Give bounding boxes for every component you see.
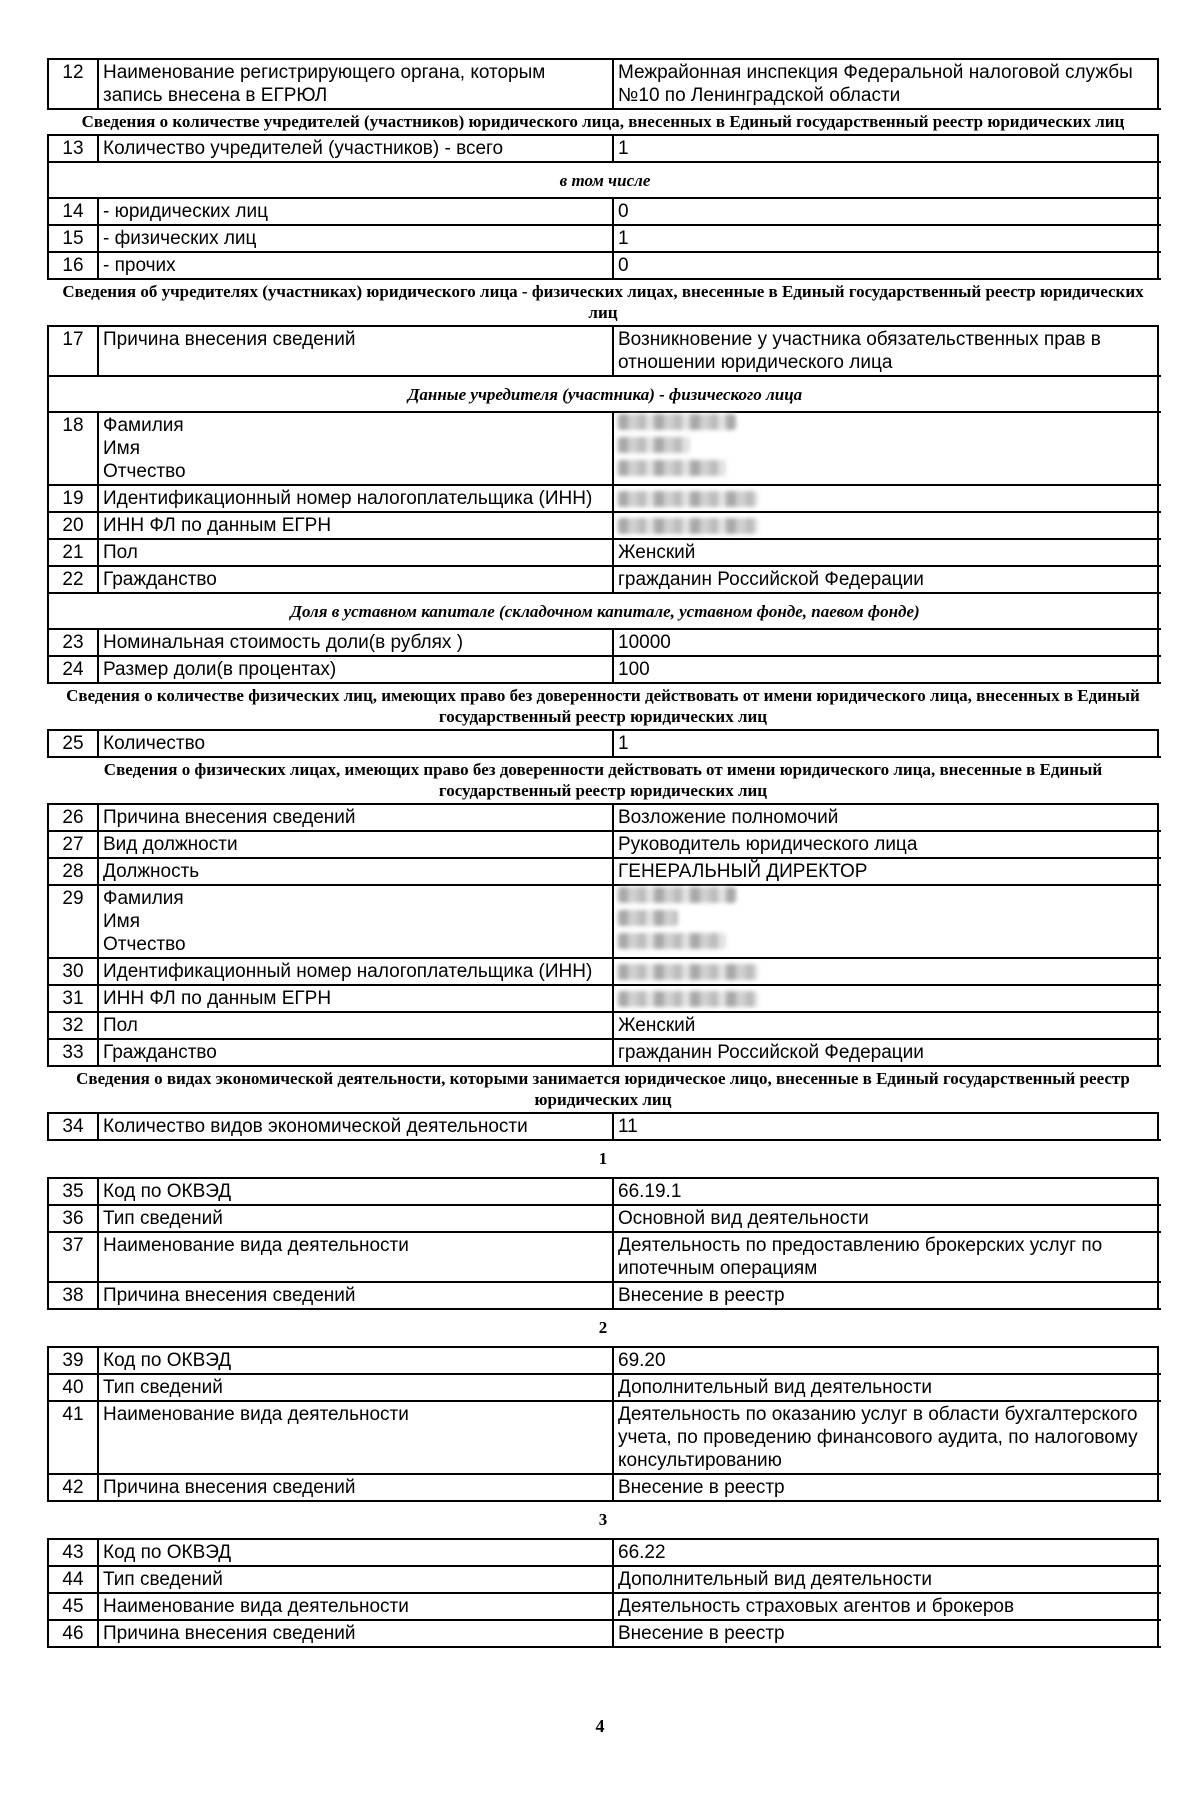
field-value: 0 — [612, 253, 1161, 280]
row-number: 24 — [49, 657, 97, 684]
field-label: - физических лиц — [97, 226, 612, 253]
field-value: 66.19.1 — [612, 1179, 1161, 1206]
activity-1-table — [47, 1177, 1159, 1310]
row-number: 32 — [49, 1013, 97, 1040]
section-heading-authorized-count: Сведения о количестве физических лиц, имеющих право без доверенности действовать от имени юридического лица, внесенных в Единый государственный реестр юридических лиц — [66, 686, 1140, 726]
row-number: 19 — [49, 486, 97, 513]
field-label: Код по ОКВЭД — [97, 1179, 612, 1206]
surname-label: Фамилия — [103, 888, 184, 909]
row-number: 40 — [49, 1375, 97, 1402]
row-number: 30 — [49, 959, 97, 986]
row-number: 39 — [49, 1348, 97, 1375]
first-name-label: Имя — [103, 911, 141, 932]
activities-count-table — [47, 1112, 1159, 1141]
field-value: Возложение полномочий — [612, 805, 1161, 832]
field-value: Основной вид деятельности — [612, 1206, 1161, 1233]
subheader-including: в том числе — [49, 163, 1161, 199]
row-number: 23 — [49, 630, 97, 657]
activity-number: 3 — [598, 1510, 608, 1529]
row-number: 34 — [49, 1114, 97, 1141]
section-heading-founders-persons: Сведения об учредителях (участниках) юридического лица - физических лицах, внесенные в Единый государственный реестр юридических лиц — [62, 282, 1144, 322]
field-label: Гражданство — [97, 567, 612, 594]
field-label: - юридических лиц — [97, 199, 612, 226]
row-number: 20 — [49, 513, 97, 540]
row-number: 31 — [49, 986, 97, 1013]
field-value: 100 — [612, 657, 1161, 684]
activity-number: 2 — [598, 1318, 608, 1337]
redacted-inn-egrn — [612, 513, 1161, 540]
row-number: 37 — [49, 1233, 97, 1283]
field-label: Код по ОКВЭД — [97, 1540, 612, 1567]
registration-authority-table — [47, 58, 1159, 110]
row-number: 17 — [49, 327, 97, 377]
field-value: 1 — [612, 136, 1161, 163]
field-value: гражданин Российской Федерации — [612, 1040, 1161, 1067]
field-label: Причина внесения сведений — [97, 1621, 612, 1648]
field-label: Причина внесения сведений — [97, 1475, 612, 1502]
redacted-patronymic — [618, 933, 726, 949]
field-label: Тип сведений — [97, 1567, 612, 1594]
row-number: 21 — [49, 540, 97, 567]
row-number: 18 — [49, 413, 97, 486]
field-value: Женский — [612, 540, 1161, 567]
redacted-inn — [612, 486, 1161, 513]
field-value: 66.22 — [612, 1540, 1161, 1567]
section-heading-founders-count: Сведения о количестве учредителей (участников) юридического лица, внесенных в Единый государственный реестр юридических лиц — [81, 112, 1125, 131]
first-name-label: Имя — [103, 438, 141, 459]
row-number: 44 — [49, 1567, 97, 1594]
field-value: Дополнительный вид деятельности — [612, 1567, 1161, 1594]
full-name-labels — [97, 886, 612, 959]
field-label: Тип сведений — [97, 1375, 612, 1402]
field-label: Номинальная стоимость доли(в рублях ) — [97, 630, 612, 657]
field-value: 11 — [612, 1114, 1161, 1141]
field-label: Количество видов экономической деятельности — [97, 1114, 612, 1141]
field-label: Вид должности — [97, 832, 612, 859]
field-value: Женский — [612, 1013, 1161, 1040]
field-value: Деятельность по предоставлению брокерских услуг по ипотечным операциям — [612, 1233, 1161, 1283]
row-number: 12 — [49, 60, 97, 110]
row-number: 16 — [49, 253, 97, 280]
field-value: Деятельность по оказанию услуг в области бухгалтерского учета, по проведению финансового аудита, по налоговому консультированию — [612, 1402, 1161, 1475]
row-number: 43 — [49, 1540, 97, 1567]
activity-2-table — [47, 1346, 1159, 1502]
row-number: 36 — [49, 1206, 97, 1233]
field-value: 0 — [612, 199, 1161, 226]
field-label: Наименование вида деятельности — [97, 1594, 612, 1621]
row-number: 38 — [49, 1283, 97, 1310]
row-number: 41 — [49, 1402, 97, 1475]
redacted-first-name — [618, 437, 690, 453]
field-value: Возникновение у участника обязательственных прав в отношении юридического лица — [612, 327, 1161, 377]
row-number: 46 — [49, 1621, 97, 1648]
redacted-full-name — [612, 886, 1161, 959]
field-label: Наименование регистрирующего органа, которым запись внесена в ЕГРЮЛ — [97, 60, 612, 110]
row-number: 25 — [49, 731, 97, 758]
row-number: 28 — [49, 859, 97, 886]
field-value: 10000 — [612, 630, 1161, 657]
subheader-share: Доля в уставном капитале (складочном капитале, уставном фонде, паевом фонде) — [49, 594, 1161, 630]
field-value: Деятельность страховых агентов и брокеров — [612, 1594, 1161, 1621]
authorized-count-table — [47, 729, 1159, 758]
field-value: 1 — [612, 226, 1161, 253]
activity-number: 1 — [598, 1149, 608, 1168]
row-number: 33 — [49, 1040, 97, 1067]
field-label: Количество учредителей (участников) - всего — [97, 136, 612, 163]
patronymic-label: Отчество — [103, 934, 186, 955]
field-label: Причина внесения сведений — [97, 805, 612, 832]
row-number: 27 — [49, 832, 97, 859]
activity-3-table — [47, 1538, 1159, 1648]
field-label: Гражданство — [97, 1040, 612, 1067]
row-number: 15 — [49, 226, 97, 253]
field-label: Тип сведений — [97, 1206, 612, 1233]
field-value: гражданин Российской Федерации — [612, 567, 1161, 594]
page-number: 4 — [595, 1716, 605, 1736]
field-label: Размер доли(в процентах) — [97, 657, 612, 684]
redacted-full-name — [612, 413, 1161, 486]
field-value: Межрайонная инспекция Федеральной налоговой службы №10 по Ленинградской области — [612, 60, 1161, 110]
field-label: Причина внесения сведений — [97, 1283, 612, 1310]
redacted-first-name — [618, 910, 678, 926]
redacted-inn — [612, 959, 1161, 986]
field-label: Идентификационный номер налогоплательщика (ИНН) — [97, 486, 612, 513]
field-label: ИНН ФЛ по данным ЕГРН — [97, 513, 612, 540]
row-number: 26 — [49, 805, 97, 832]
field-value: Внесение в реестр — [612, 1621, 1161, 1648]
row-number: 42 — [49, 1475, 97, 1502]
field-value: Руководитель юридического лица — [612, 832, 1161, 859]
row-number: 22 — [49, 567, 97, 594]
field-value: Дополнительный вид деятельности — [612, 1375, 1161, 1402]
field-label: Количество — [97, 731, 612, 758]
field-label: Наименование вида деятельности — [97, 1402, 612, 1475]
field-label: Наименование вида деятельности — [97, 1233, 612, 1283]
row-number: 13 — [49, 136, 97, 163]
subheader-founder-data: Данные учредителя (участника) - физического лица — [49, 377, 1161, 413]
redacted-patronymic — [618, 460, 726, 476]
row-number: 29 — [49, 886, 97, 959]
redacted-inn-egrn — [612, 986, 1161, 1013]
full-name-labels — [97, 413, 612, 486]
redacted-surname — [618, 414, 736, 430]
field-value: Внесение в реестр — [612, 1283, 1161, 1310]
row-number: 45 — [49, 1594, 97, 1621]
section-heading-activities: Сведения о видах экономической деятельности, которыми занимается юридическое лицо, внесенные в Единый государственный реестр юридических лиц — [76, 1069, 1130, 1109]
field-value: Внесение в реестр — [612, 1475, 1161, 1502]
field-label: Должность — [97, 859, 612, 886]
patronymic-label: Отчество — [103, 461, 186, 482]
authorized-person-table — [47, 803, 1159, 1067]
field-label: Причина внесения сведений — [97, 327, 612, 377]
row-number: 35 — [49, 1179, 97, 1206]
field-label: ИНН ФЛ по данным ЕГРН — [97, 986, 612, 1013]
founders-count-table — [47, 134, 1159, 280]
field-value: 69.20 — [612, 1348, 1161, 1375]
field-value: ГЕНЕРАЛЬНЫЙ ДИРЕКТОР — [612, 859, 1161, 886]
field-label: Идентификационный номер налогоплательщика (ИНН) — [97, 959, 612, 986]
founder-person-table — [47, 325, 1159, 684]
redacted-surname — [618, 887, 736, 903]
field-label: Пол — [97, 540, 612, 567]
section-heading-authorized-persons: Сведения о физических лицах, имеющих право без доверенности действовать от имени юридического лица, внесенные в Единый государственный реестр юридических лиц — [103, 760, 1103, 800]
field-label: - прочих — [97, 253, 612, 280]
surname-label: Фамилия — [103, 415, 184, 436]
row-number: 14 — [49, 199, 97, 226]
field-label: Пол — [97, 1013, 612, 1040]
egrul-extract-page — [47, 58, 1159, 1648]
field-value: 1 — [612, 731, 1161, 758]
field-label: Код по ОКВЭД — [97, 1348, 612, 1375]
